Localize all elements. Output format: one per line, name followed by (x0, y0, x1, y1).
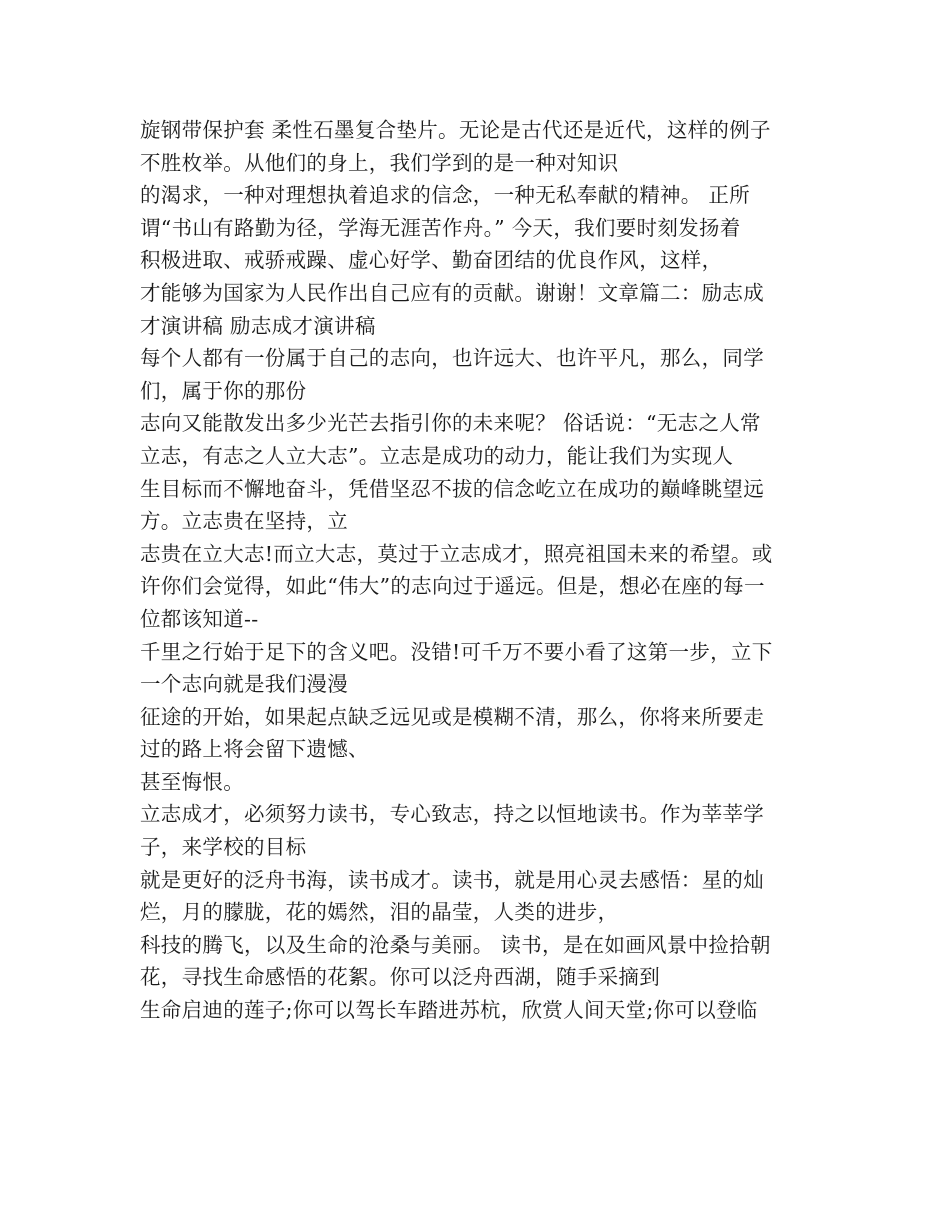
text-line: 子，来学校的目标 (140, 835, 307, 860)
text-line: 立志，有志之人立大志”。立志是成功的动力，能让我们为实现人 (140, 443, 734, 468)
text-line: 许你们会觉得，如此“伟大”的志向过于遥远。但是，想必在座的每一 (140, 574, 765, 599)
text-line: 才演讲稿 励志成才演讲稿 (140, 313, 376, 338)
text-line: 才能够为国家为人民作出自己应有的贡献。谢谢！文章篇二：励志成 (140, 280, 764, 305)
text-line: 生目标而不懈地奋斗，凭借坚忍不拔的信念屹立在成功的巅峰眺望远 (140, 476, 764, 501)
body-text (140, 114, 820, 1027)
text-line: 志贵在立大志!而立大志，莫过于立志成才，照亮祖国未来的希望。或 (140, 541, 773, 566)
text-line: 每个人都有一份属于自己的志向，也许远大、也许平凡，那么，同学 (140, 346, 764, 371)
text-line: 生命启迪的莲子;你可以驾长车踏进苏杭，欣赏人间天堂;你可以登临 (140, 998, 758, 1023)
text-line: 不胜枚举。从他们的身上，我们学到的是一种对知识 (140, 150, 619, 175)
text-line: 们，属于你的那份 (140, 378, 307, 403)
text-line: 旋钢带保护套 柔性石墨复合垫片。无论是古代还是近代，这样的例子 (140, 118, 771, 142)
text-line: 谓“书山有路勤为径，学海无涯苦作舟。” 今天，我们要时刻发扬着 (140, 215, 741, 240)
text-line: 花，寻找生命感悟的花絮。你可以泛舟西湖，随手采摘到 (140, 965, 660, 990)
text-line: 过的路上将会留下遗憾、 (140, 737, 369, 762)
text-line: 方。立志贵在坚持，立 (140, 509, 348, 534)
text-line: 科技的腾飞，以及生命的沧桑与美丽。 读书，是在如画风景中捡拾朝 (140, 932, 771, 957)
text-line: 立志成才，必须努力读书，专心致志，持之以恒地读书。作为莘莘学 (140, 802, 764, 827)
text-line: 千里之行始于足下的含义吧。没错!可千万不要小看了这第一步，立下 (140, 639, 773, 664)
text-line: 的渴求，一种对理想执着追求的信念，一种无私奉献的精神。 正所 (140, 183, 751, 208)
text-line: 烂，月的朦胧，花的嫣然，泪的晶莹，人类的进步， (140, 900, 619, 925)
text-line: 一个志向就是我们漫漫 (140, 672, 348, 697)
text-line: 甚至悔恨。 (140, 769, 244, 794)
text-line: 志向又能散发出多少光芒去指引你的未来呢？ 俗话说：“无志之人常 (140, 411, 761, 436)
document-body (140, 114, 820, 1027)
text-line: 征途的开始，如果起点缺乏远见或是模糊不清，那么，你将来所要走 (140, 704, 764, 729)
text-line: 位都该知道-- (140, 606, 259, 631)
text-line: 积极进取、戒骄戒躁、虚心好学、勤奋团结的优良作风，这样， (140, 248, 723, 273)
text-line: 就是更好的泛舟书海，读书成才。读书，就是用心灵去感悟：星的灿 (140, 867, 764, 892)
